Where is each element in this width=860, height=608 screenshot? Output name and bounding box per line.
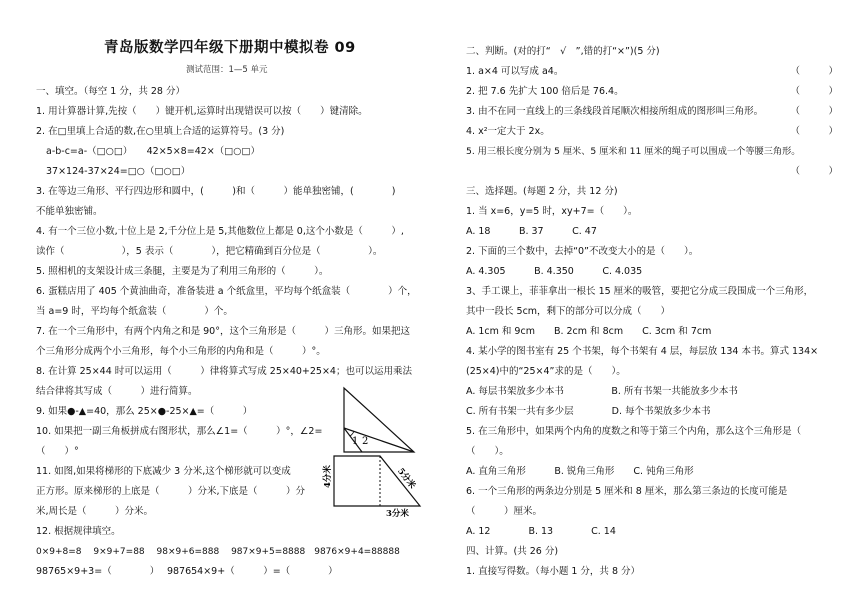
- question-6: 6. 蛋糕店用了 405 个黄油曲奇，准备装进 a 个纸盒里，平均每个纸盒装（ ）个，: [36, 286, 417, 297]
- question-8: 8. 在计算 25×44 时可以运用（ ）律将算式写成 25×40+25×4；也可以运用乘法: [36, 366, 412, 377]
- choice-4-cont: (25×4)中的“25×4”求的是（ ）。: [466, 366, 626, 377]
- judge-4: 4. x²一定大于 2x。: [466, 126, 550, 137]
- angle-2-label: 2: [362, 436, 369, 447]
- section-4-heading: 四、计算。(共 26 分): [466, 546, 559, 557]
- choice-5: 5. 在三角形中，如果两个内角的度数之和等于第三个内角，那么这个三角形是（: [466, 426, 802, 437]
- judge-3: 3. 由不在同一直线上的三条线段首尾顺次相接所组成的图形叫三角形。: [466, 106, 764, 117]
- trapezoid-figure: [316, 452, 428, 518]
- choice-6: 6. 一个三角形的两条边分别是 5 厘米和 8 厘米，那么第三条边的长度可能是: [466, 486, 788, 497]
- judge-5: 5. 用三根长度分别为 5 厘米、5 厘米和 11 厘米的绳子可以围成一个等腰三角形。: [466, 146, 801, 157]
- question-8-cont: 结合律将其写成（ ）进行简算。: [36, 386, 198, 397]
- question-11-cont-2: 米,周长是（ ）分米。: [36, 506, 154, 517]
- question-3: 3. 在等边三角形、平行四边形和圆中，( )和（ ）能单独密铺，( ): [36, 186, 396, 197]
- question-5: 5. 照相机的支架设计成三条腿，主要是为了利用三角形的（ ）。: [36, 266, 329, 277]
- question-11-cont: 正方形。原来梯形的上底是（ ）分米,下底是（ ）分: [36, 486, 306, 497]
- choice-5-cont: （ ）。: [466, 446, 509, 457]
- height-label: 4分米: [323, 465, 333, 488]
- judge-5-bracket: （ ）: [790, 166, 838, 177]
- question-9: 9. 如果●-▲=40，那么 25×●-25×▲=（ ）: [36, 406, 253, 417]
- section-2-heading: 二、判断。(对的打“ √ ”,错的打“×”)(5 分): [466, 46, 660, 57]
- question-4: 4. 有一个三位小数,十位上是 2,千分位上是 5,其他数位上都是 0,这个小数是（ ）,: [36, 226, 404, 237]
- question-7-cont: 个三角形分成两个小三角形，每个小三角形的内角和是（ ）°。: [36, 346, 326, 357]
- choice-3-options: A. 1cm 和 9cm B. 2cm 和 8cm C. 3cm 和 7cm: [466, 326, 712, 337]
- choice-1-options: A. 18 B. 37 C. 47: [466, 226, 597, 237]
- question-10-cont: （ ）°: [36, 446, 79, 457]
- section-3-heading: 三、选择题。(每题 2 分，共 12 分): [466, 186, 618, 197]
- angle-1-label: 1: [352, 436, 359, 447]
- question-2-line-a: a-b-c=a-（□○□） 42×5×8=42×（□○□）: [46, 146, 260, 157]
- choice-4-options-ab: A. 每层书架放多少本书 B. 所有书架一共能放多少本书: [466, 386, 738, 397]
- question-11: 11. 如图,如果将梯形的下底减少 3 分米,这个梯形就可以变成: [36, 466, 291, 477]
- question-12: 12. 根据规律填空。: [36, 526, 121, 537]
- choice-3-cont: 其中一段长 5cm，剩下的部分可以分成（ ）: [466, 306, 671, 317]
- choice-1: 1. 当 x=6，y=5 时，xy+7=（ ）。: [466, 206, 638, 217]
- section-1-heading: 一、填空。（每空 1 分，共 28 分）: [36, 86, 185, 97]
- question-10: 10. 如果把一副三角板拼成右图形状，那么∠1=（ ）°，∠2=: [36, 426, 323, 437]
- question-7: 7. 在一个三角形中，有两个内角之和是 90°，这个三角形是（ ）三角形。如果把这: [36, 326, 410, 337]
- test-scope: 测试范围：1—5 单元: [186, 65, 268, 75]
- choice-2: 2. 下面的三个数中，去掉“0”不改变大小的是（ ）。: [466, 246, 699, 257]
- judge-4-bracket: （ ）: [790, 126, 838, 137]
- page-title: 青岛版数学四年级下册期中模拟卷 09: [104, 40, 356, 56]
- question-3-cont: 不能单独密铺。: [36, 206, 103, 217]
- question-12-pattern: 0×9+8=8 9×9+7=88 98×9+6=888 987×9+5=8888 9876×9+4=88888: [36, 547, 400, 557]
- judge-3-bracket: （ ）: [790, 106, 838, 117]
- judge-2-bracket: （ ）: [790, 86, 838, 97]
- judge-1-bracket: （ ）: [790, 66, 838, 77]
- choice-3: 3、手工课上，菲菲拿出一根长 15 厘米的吸管，要把它分成三段围成一个三角形，: [466, 286, 814, 297]
- judge-1: 1. a×4 可以写成 a4。: [466, 66, 564, 77]
- question-6-cont: 当 a=9 时，平均每个纸盒装（ ）个。: [36, 306, 233, 317]
- slant-side-label: 5分米: [395, 466, 418, 491]
- question-2-line-b: 37×124-37×24=□○（□○□）: [46, 166, 191, 177]
- question-12-blanks: 98765×9+3=（ ） 987654×9+（ ）=（ ）: [36, 566, 338, 577]
- calc-1: 1. 直接写得数。（每小题 1 分，共 8 分）: [466, 566, 641, 577]
- triangle-rulers-figure: [340, 384, 420, 456]
- choice-4-options-cd: C. 所有书架一共有多少层 D. 每个书架放多少本书: [466, 406, 711, 417]
- choice-6-cont: （ ）厘米。: [466, 506, 543, 517]
- question-2: 2. 在□里填上合适的数,在○里填上合适的运算符号。(3 分): [36, 126, 285, 137]
- choice-2-options: A. 4.305 B. 4.350 C. 4.035: [466, 266, 643, 277]
- judge-2: 2. 把 7.6 先扩大 100 倍后是 76.4。: [466, 86, 624, 97]
- choice-4: 4. 某小学的图书室有 25 个书架，每个书架有 4 层，每层放 134 本书。算式 134×: [466, 346, 819, 357]
- choice-6-options: A. 12 B. 13 C. 14: [466, 526, 616, 537]
- question-1: 1. 用计算器计算,先按（ ）键开机,运算时出现错误可以按（ ）键清除。: [36, 106, 368, 117]
- question-4-cont: 读作（ ），5 表示（ ），把它精确到百分位是（ ）。: [36, 246, 383, 257]
- choice-5-options: A. 直角三角形 B. 锐角三角形 C. 钝角三角形: [466, 466, 694, 477]
- base-extra-label: 3分米: [386, 509, 409, 518]
